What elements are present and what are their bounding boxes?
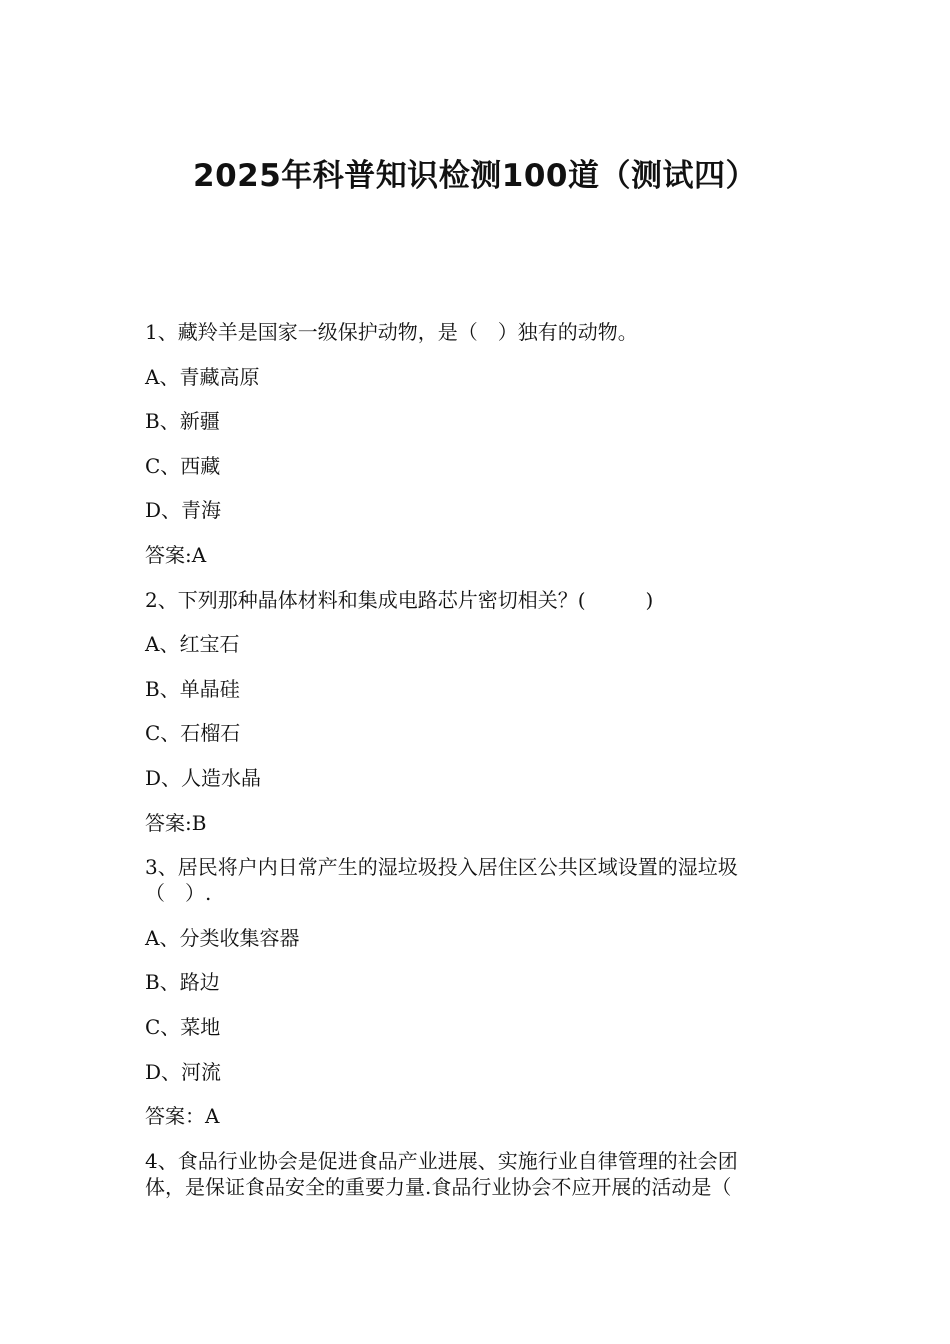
question-stem bbox=[145, 588, 810, 612]
option-item: A、红宝石 bbox=[145, 632, 240, 657]
question-stem-line: 1、藏羚羊是国家一级保护动物，是（ ）独有的动物。 bbox=[145, 320, 638, 344]
question-stem bbox=[145, 1149, 810, 1199]
option-item: C、石榴石 bbox=[145, 721, 241, 746]
question-stem-line: 3、居民将户内日常产生的湿垃圾投入居住区公共区域设置的湿垃圾 bbox=[145, 855, 738, 880]
option-item: A、分类收集容器 bbox=[145, 925, 300, 950]
option-item: B、单晶硅 bbox=[145, 676, 240, 701]
answer-line: 答案:B bbox=[145, 810, 207, 835]
option-item: A、青藏高原 bbox=[145, 364, 260, 389]
option-item: B、路边 bbox=[145, 970, 220, 995]
question-stem-line: （ ）. bbox=[145, 881, 212, 906]
answer-line: 答案:A bbox=[145, 542, 207, 567]
question-stem-line: 体，是保证食品安全的重要力量.食品行业协会不应开展的活动是（ bbox=[145, 1174, 732, 1199]
option-item: C、菜地 bbox=[145, 1014, 221, 1039]
option-item: C、西藏 bbox=[145, 453, 221, 478]
question-stem bbox=[145, 855, 810, 905]
answer-line: 答案：A bbox=[145, 1104, 220, 1129]
option-item: B、新疆 bbox=[145, 409, 220, 434]
question-stem-line: 4、食品行业协会是促进食品产业进展、实施行业自律管理的社会团 bbox=[145, 1148, 738, 1173]
option-item: D、人造水晶 bbox=[145, 765, 262, 790]
document-title: 2025年科普知识检测100道（测试四） bbox=[193, 158, 757, 194]
question-stem bbox=[145, 320, 810, 344]
question-stem-line: 2、下列那种晶体材料和集成电路芯片密切相关？( ) bbox=[145, 587, 654, 612]
option-item: D、河流 bbox=[145, 1059, 222, 1084]
option-item: D、青海 bbox=[145, 498, 222, 523]
question-list bbox=[145, 320, 810, 1219]
